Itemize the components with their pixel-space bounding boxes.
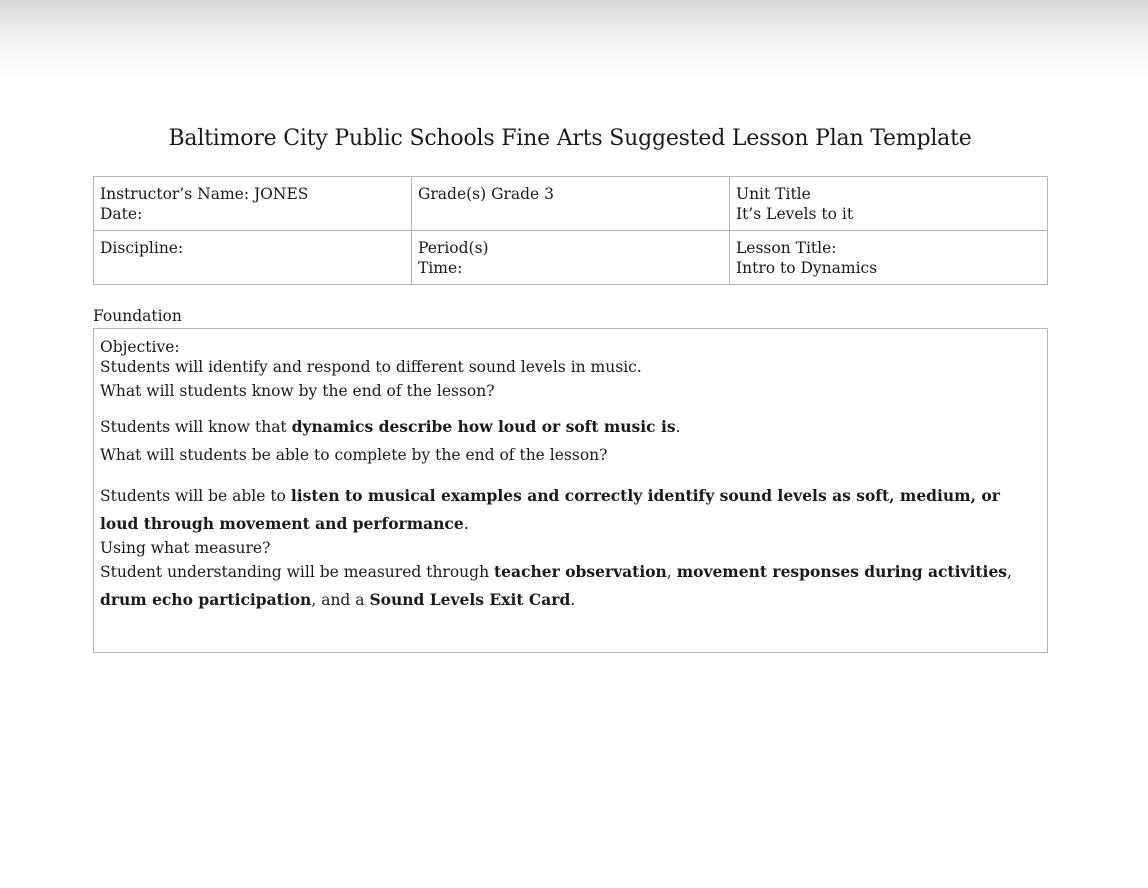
foundation-label: Foundation <box>93 307 182 325</box>
lesson-title-label: Lesson Title: <box>736 239 837 257</box>
objective-text: Students will identify and respond to different sound levels in music. <box>100 358 642 376</box>
table-row <box>94 177 1048 231</box>
period-cell <box>412 231 730 285</box>
able-answer <box>100 482 1041 538</box>
instructor-name: Instructor’s Name: JONES <box>100 185 309 203</box>
measure-bold-exit-card: Sound Levels Exit Card <box>369 590 571 609</box>
unit-title-value: It’s Levels to it <box>736 205 854 223</box>
measure-answer <box>100 558 1041 614</box>
document-title: Baltimore City Public Schools Fine Arts Suggested Lesson Plan Template <box>168 126 972 151</box>
measure-bold-drum: drum echo participation <box>100 590 312 609</box>
measure-sep: , <box>1007 563 1012 581</box>
instructor-cell <box>94 177 412 231</box>
able-answer-prefix: Students will be able to <box>100 487 291 505</box>
able-answer-suffix: . <box>463 515 469 533</box>
able-answer-bold: listen to musical examples and correctly identify sound levels as soft, medium, or loud through movement and performance <box>100 486 1000 533</box>
table-row <box>94 231 1048 285</box>
discipline-field: Discipline: <box>100 239 184 257</box>
lesson-title-value: Intro to Dynamics <box>736 259 878 277</box>
know-answer-bold: dynamics describe how loud or soft music is <box>291 417 676 436</box>
know-answer <box>100 413 1041 441</box>
know-question: What will students know by the end of the lesson? <box>100 382 495 400</box>
date-field: Date: <box>100 205 143 223</box>
unit-title-label: Unit Title <box>736 185 811 203</box>
measure-question: Using what measure? <box>100 539 271 557</box>
lesson-title-cell <box>730 231 1048 285</box>
measure-sep: , and a <box>311 591 370 609</box>
know-answer-suffix: . <box>675 418 681 436</box>
periods-field: Period(s) <box>418 239 489 257</box>
know-answer-prefix: Students will know that <box>100 418 292 436</box>
measure-answer-prefix: Student understanding will be measured through <box>100 563 494 581</box>
foundation-box <box>93 328 1048 653</box>
measure-sep: , <box>666 563 677 581</box>
discipline-cell <box>94 231 412 285</box>
measure-bold-observation: teacher observation <box>494 562 667 581</box>
time-field: Time: <box>418 259 463 277</box>
measure-bold-movement: movement responses during activities <box>676 562 1008 581</box>
objective-label: Objective: <box>100 338 180 356</box>
page-top-shadow <box>0 0 1148 80</box>
grades-cell <box>412 177 730 231</box>
lesson-info-table <box>93 176 1048 285</box>
complete-question: What will students be able to complete by the end of the lesson? <box>100 446 608 464</box>
unit-title-cell <box>730 177 1048 231</box>
grades-field: Grade(s) Grade 3 <box>418 185 555 203</box>
measure-answer-suffix: . <box>570 591 576 609</box>
